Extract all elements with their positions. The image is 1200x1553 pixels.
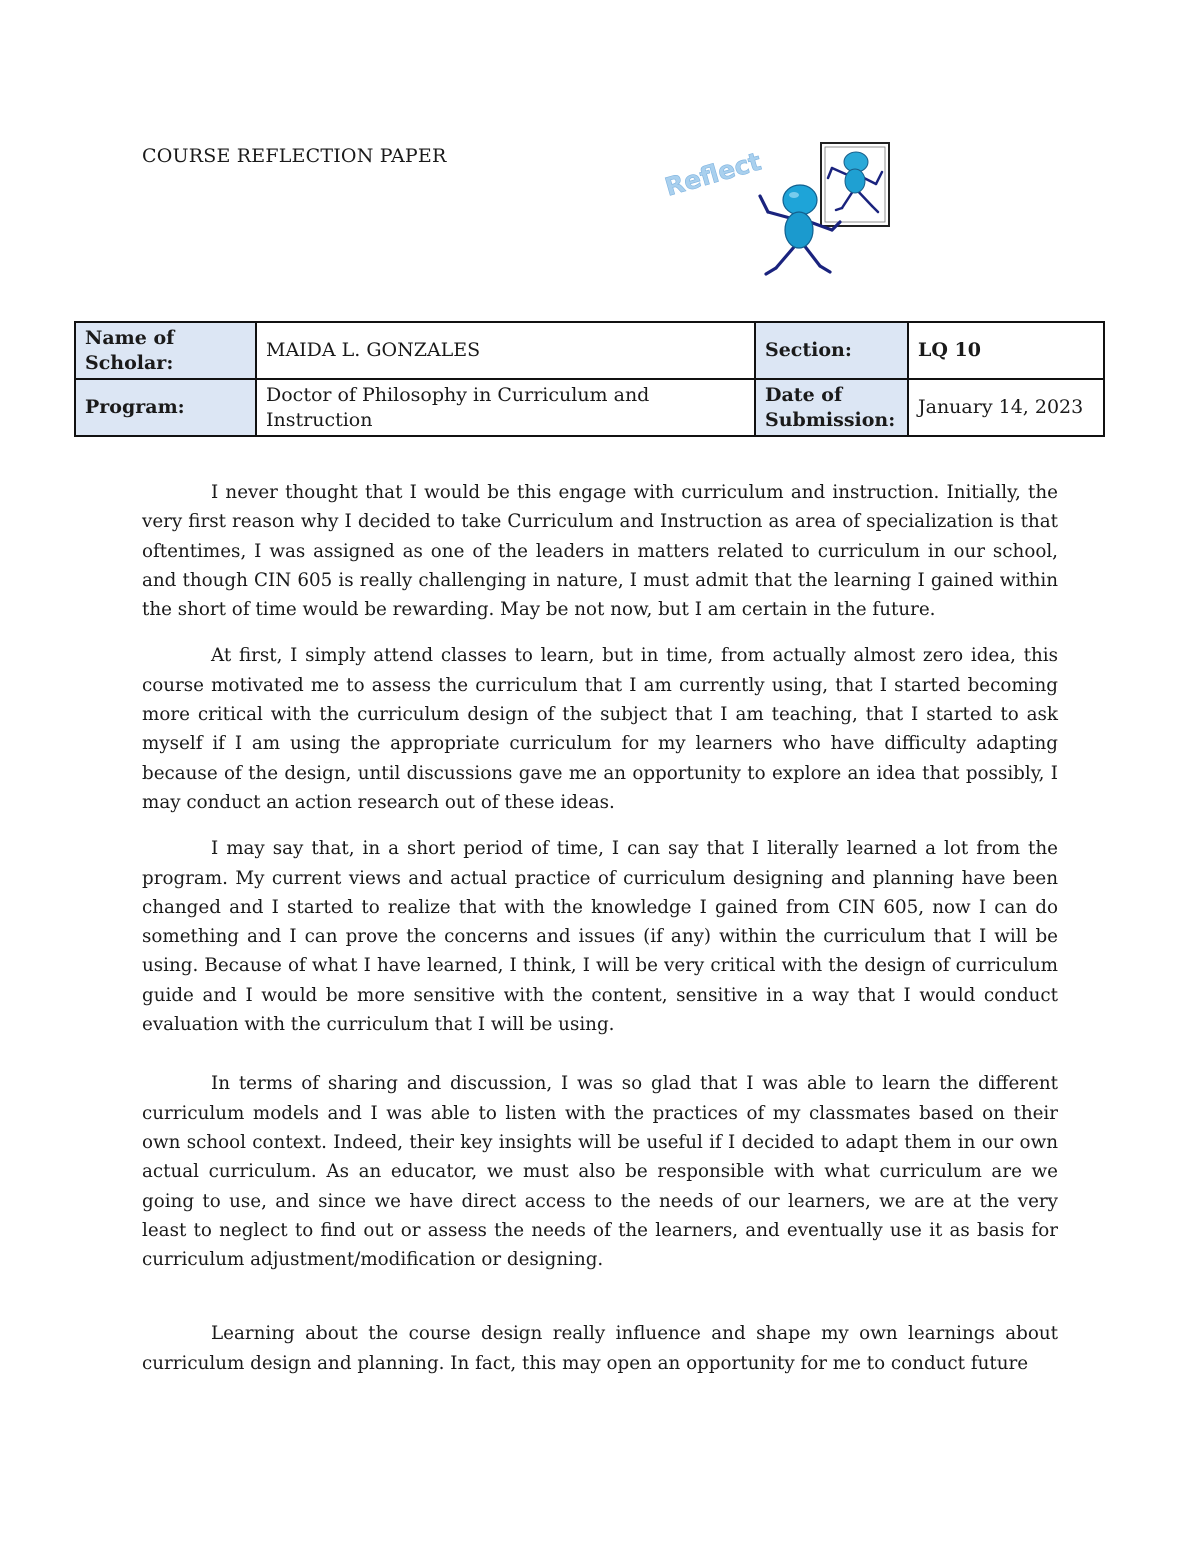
paragraph-1: I never thought that I would be this engage with curriculum and instruction. Initially, the very first reason why I decided to take Curriculum and Instruction as area of specialization is that oftentimes, I was assigned as one of the leaders in matters related to curriculum in our school, and though CIN 605 is really challenging in nature, I must admit that the learning I gained within the short of time would be rewarding. May be not now, but I am certain in the future.	[142, 482, 1058, 621]
program-value: Doctor of Philosophy in Curriculum and Instruction	[256, 379, 755, 436]
section-value: LQ 10	[908, 322, 1104, 379]
paragraph-4: In terms of sharing and discussion, I was so glad that I was able to learn the different curriculum models and I was able to listen with the practices of my classmates based on their own school context. Indeed, their key insights will be useful if I decided to adapt them in our own actual curriculum. As an educator, we must also be responsible with what curriculum are we going to use, and since we have direct access to the needs of our learners, we are at the very least to neglect to find out or assess the needs of the learners, and eventually use it as basis for curriculum adjustment/modification or designing.	[142, 1073, 1058, 1271]
paragraph-5: Learning about the course design really influence and shape my own learnings about curriculum design and planning. In fact, this may open an opportunity for me to conduct future	[142, 1323, 1058, 1374]
section-label: Section:	[755, 322, 908, 379]
date-label: Date of Submission:	[755, 379, 908, 436]
name-value: MAIDA L. GONZALES	[256, 322, 755, 379]
name-label: Name of Scholar:	[75, 322, 256, 379]
reflect-mirror-figure-icon	[660, 138, 900, 283]
paragraph-2: At first, I simply attend classes to learn, but in time, from actually almost zero idea, this course motivated me to assess the curriculum that I am currently using, that I started becoming more critical with the curriculum design of the subject that I am teaching, that I started to ask myself if I am using the appropriate curriculum for my learners who have difficulty adapting because of the design, until discussions gave me an opportunity to explore an idea that possibly, I may conduct an action research out of these ideas.	[142, 645, 1058, 813]
date-value: January 14, 2023	[908, 379, 1104, 436]
paragraph-3: I may say that, in a short period of time, I can say that I literally learned a lot from the program. My current views and actual practice of curriculum designing and planning have been changed and I started to realize that with the knowledge I gained from CIN 605, now I can do something and I can prove the concerns and issues (if any) within the curriculum that I will be using. Because of what I have learned, I think, I will be very critical with the design of curriculum guide and I would be more sensitive with the content, sensitive in a way that I would conduct evaluation with the curriculum that I will be using.	[142, 838, 1058, 1036]
scholar-info-table	[74, 321, 1105, 437]
reflect-word: Reflect	[661, 146, 765, 202]
reflection-body	[142, 478, 1058, 1378]
program-label: Program:	[75, 379, 256, 436]
table-row	[75, 322, 1104, 379]
table-row	[75, 379, 1104, 436]
document-title: COURSE REFLECTION PAPER	[142, 145, 447, 167]
